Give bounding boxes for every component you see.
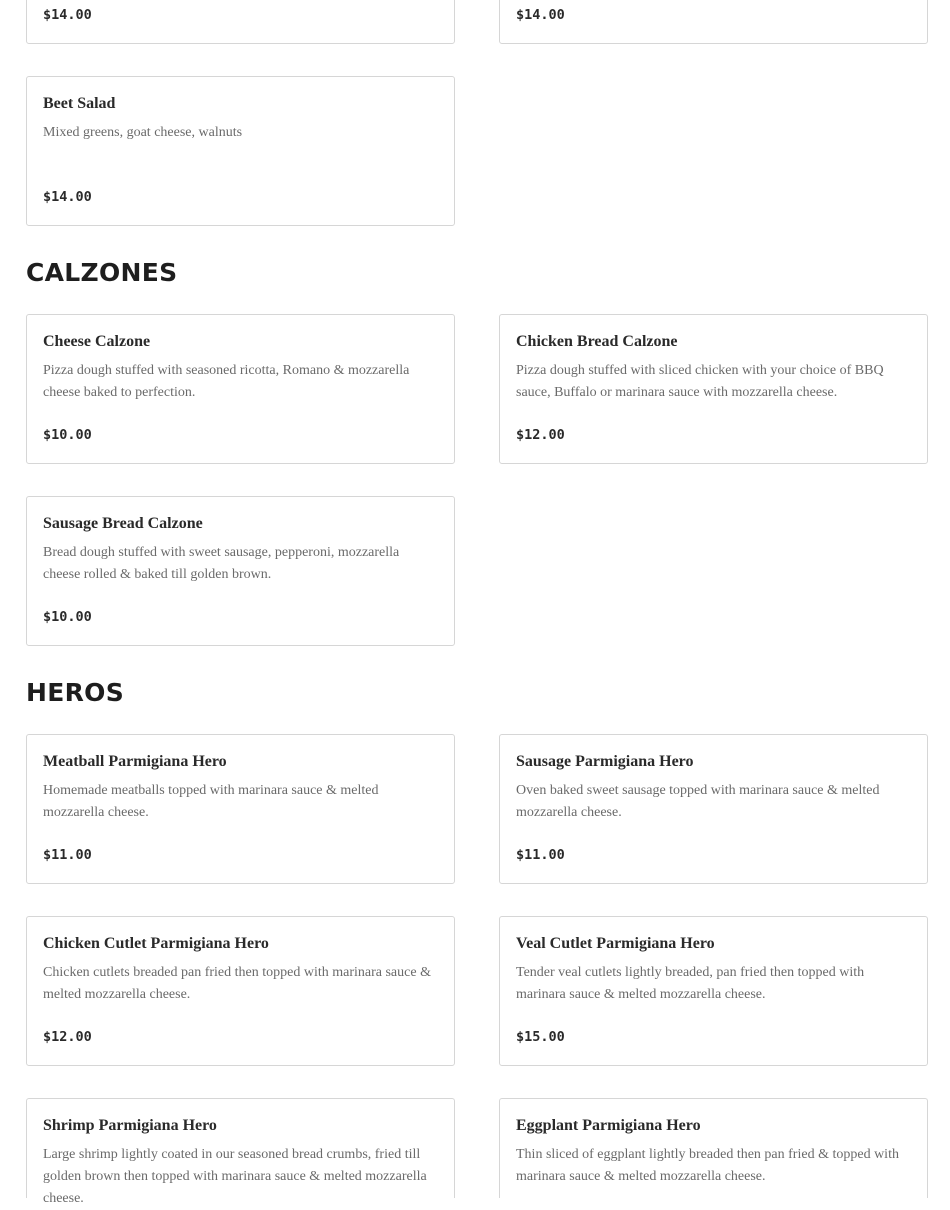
menu-item-card[interactable] [499, 0, 928, 44]
item-description: Homemade meatballs topped with marinara sauce & melted mozzarella cheese. [43, 783, 379, 820]
menu-item-card-cheese-calzone[interactable] [26, 314, 455, 464]
item-description: Tender veal cutlets lightly breaded, pan fried then topped with marinara sauce & melted mozzarella cheese. [516, 965, 865, 1002]
item-description: Pizza dough stuffed with seasoned ricotta, Romano & mozzarella cheese baked to perfection. [43, 363, 410, 400]
menu-item-card-meatball-parmigiana-hero[interactable] [26, 734, 455, 884]
menu-item-card-beet-salad[interactable] [26, 76, 455, 226]
item-name: Sausage Parmigiana Hero [516, 753, 694, 770]
item-name: Sausage Bread Calzone [43, 515, 203, 532]
item-description: Bread dough stuffed with sweet sausage, pepperoni, mozzarella cheese rolled & baked till golden brown. [43, 545, 400, 582]
menu-item-card-veal-cutlet-parmigiana-hero[interactable] [499, 916, 928, 1066]
item-description: Mixed greens, goat cheese, walnuts [43, 125, 243, 140]
item-price: $10.00 [43, 609, 92, 625]
item-name: Meatball Parmigiana Hero [43, 753, 227, 770]
item-price: $12.00 [516, 427, 565, 443]
item-price: $14.00 [43, 189, 92, 205]
item-price: $10.00 [43, 427, 92, 443]
menu-item-card-eggplant-parmigiana-hero[interactable] [499, 1098, 928, 1198]
item-price: $14.00 [43, 7, 92, 23]
item-name: Chicken Cutlet Parmigiana Hero [43, 935, 269, 952]
item-price: $14.00 [516, 7, 565, 23]
item-name: Beet Salad [43, 95, 116, 112]
menu-item-card-sausage-bread-calzone[interactable] [26, 496, 455, 646]
item-price: $12.00 [43, 1029, 92, 1045]
menu-item-card-sausage-parmigiana-hero[interactable] [499, 734, 928, 884]
section-title-calzones: CALZONES [26, 258, 178, 287]
menu-item-card-chicken-cutlet-parmigiana-hero[interactable] [26, 916, 455, 1066]
section-title-heros: HEROS [26, 678, 125, 707]
item-description: Thin sliced of eggplant lightly breaded then pan fried & topped with marinara sauce & melted mozzarella cheese. [516, 1147, 899, 1184]
item-name: Veal Cutlet Parmigiana Hero [516, 935, 715, 952]
menu-item-card-shrimp-parmigiana-hero[interactable] [26, 1098, 455, 1206]
item-price: $11.00 [43, 847, 92, 863]
item-name: Shrimp Parmigiana Hero [43, 1117, 217, 1134]
menu-item-card[interactable] [26, 0, 455, 44]
item-name: Cheese Calzone [43, 333, 151, 350]
item-description: Oven baked sweet sausage topped with marinara sauce & melted mozzarella cheese. [516, 783, 880, 820]
item-price: $11.00 [516, 847, 565, 863]
item-price: $15.00 [516, 1029, 565, 1045]
item-description: Chicken cutlets breaded pan fried then topped with marinara sauce & melted mozzarella cheese. [43, 965, 431, 1002]
item-name: Eggplant Parmigiana Hero [516, 1117, 701, 1134]
menu-item-card-chicken-bread-calzone[interactable] [499, 314, 928, 464]
item-description: Large shrimp lightly coated in our seasoned bread crumbs, fried till golden brown then topped with marinara sauce & melted mozzarella cheese. [43, 1147, 427, 1206]
item-description: Pizza dough stuffed with sliced chicken with your choice of BBQ sauce, Buffalo or marinara sauce with mozzarella cheese. [516, 363, 884, 400]
item-name: Chicken Bread Calzone [516, 333, 678, 350]
